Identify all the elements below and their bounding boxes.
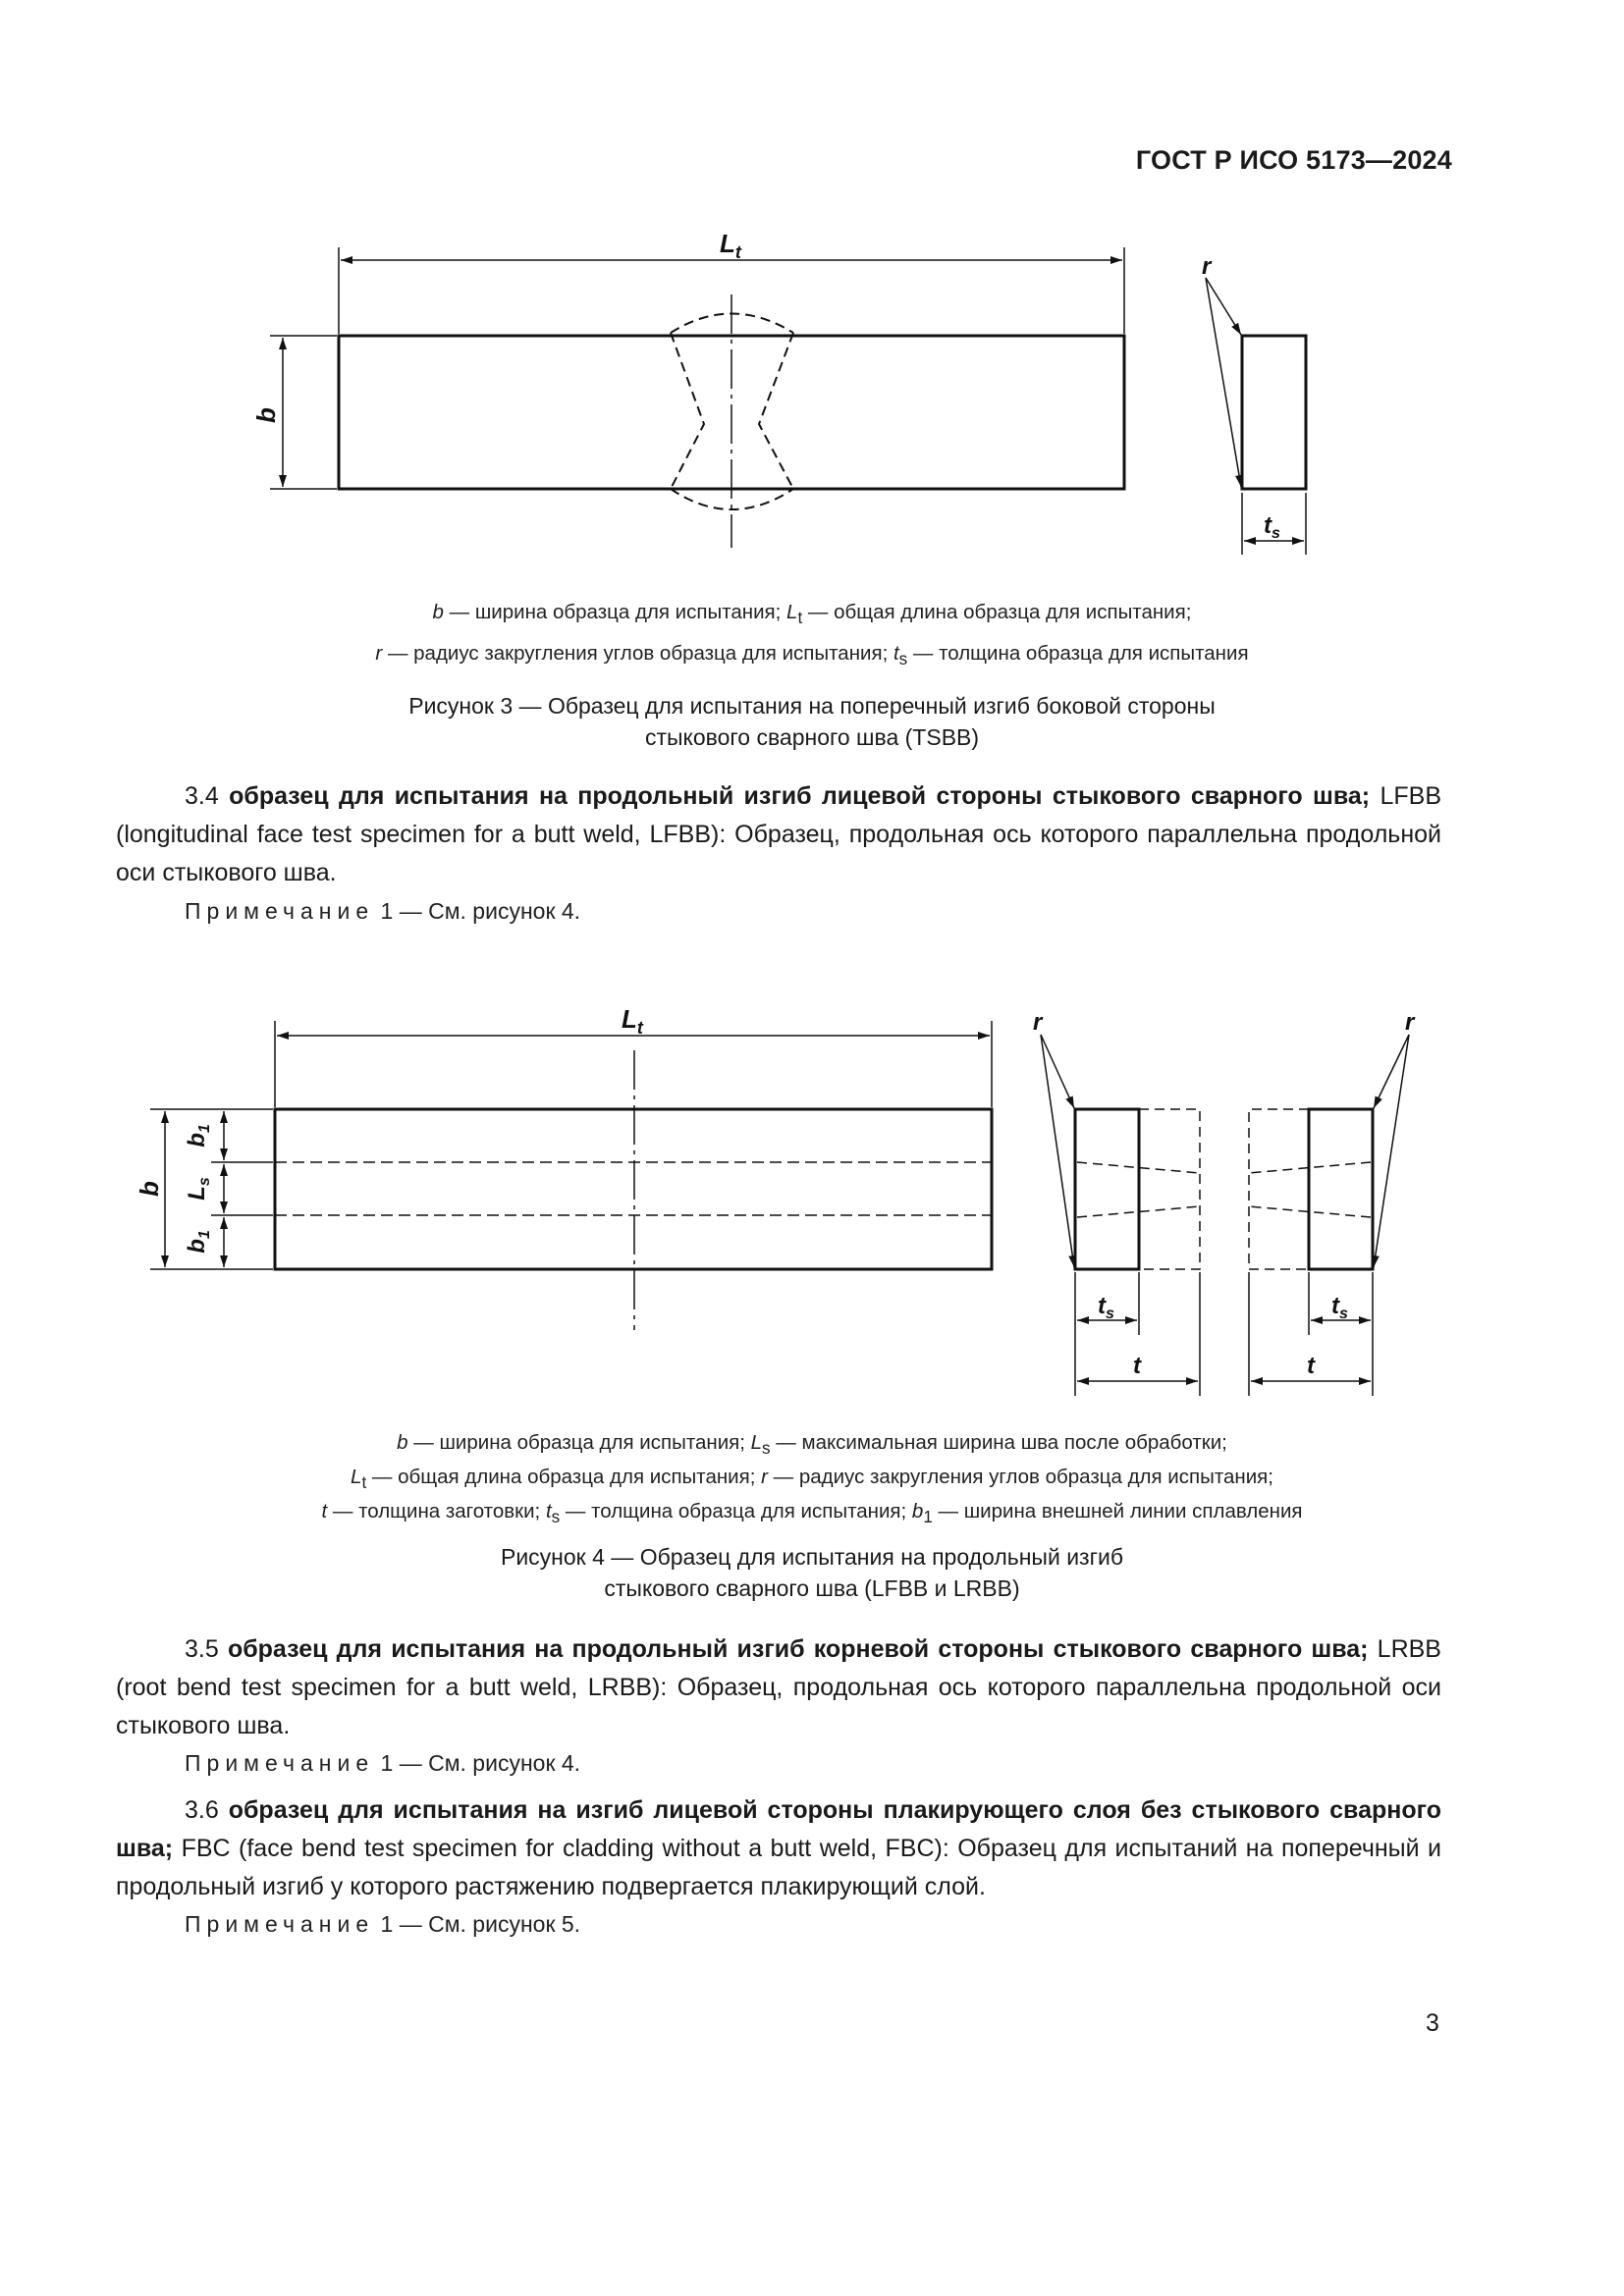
fig4-cross-section-left — [1075, 1109, 1139, 1269]
fig4-specimen-outline — [275, 1109, 992, 1269]
fig4-caption-line-1: Рисунок 4 — Образец для испытания на продольный изгиб — [500, 1544, 1124, 1570]
section-3-4-term: образец для испытания на продольный изгиб лицевой стороны стыкового сварного шва; — [229, 782, 1371, 810]
fig4-lt-label: $L_t$ — [622, 1004, 643, 1038]
section-3-4-paragraph: 3.4 образец для испытания на продольный изгиб лицевой стороны стыкового сварного шва; LFBB (longitudinal face test specimen for a butt weld, LFBB): Образец, продольная ось которого параллельна продольной оси стыкового шва. — [116, 782, 1441, 886]
fig4-legend-line-3: t — толщина заготовки; $t_s$ — толщина образца для испытания; $b_1$ — ширина внешней линии сплавления — [321, 1500, 1303, 1527]
fig3-lt-label: $L_t$ — [720, 229, 741, 262]
fig4-legend-line-2: $L_t$ — общая длина образца для испытания; r — радиус закругления углов образца для испытания; — [351, 1466, 1273, 1493]
fig4-left-ts-label: $t_s$ — [1098, 1293, 1114, 1322]
fig4-r-left-label: r — [1033, 1009, 1043, 1036]
section-3-5-paragraph: 3.5 образец для испытания на продольный изгиб корневой стороны стыкового сварного шва; LRBB (root bend test specimen for a butt weld, LRBB): Образец, продольная ось которого параллельна продольной оси стыкового шва. — [116, 1635, 1441, 1739]
fig4-ls-label: $L_s$ — [184, 1177, 213, 1201]
fig4-left-t-label: t — [1133, 1353, 1141, 1379]
fig4-b1-bottom-label: $b_1$ — [184, 1230, 213, 1254]
fig4-cross-section-right — [1309, 1109, 1373, 1269]
section-3-4-note: Примечание 1 — См. рисунок 4. — [185, 898, 581, 924]
figure-4-legend — [0, 1428, 1624, 1531]
standard-code-header: ГОСТ Р ИСО 5173—2024 — [1135, 145, 1452, 175]
fig4-b1-top-label: $b_1$ — [184, 1124, 213, 1148]
section-3-5-note: Примечание 1 — См. рисунок 4. — [185, 1750, 581, 1776]
figure-4-caption — [0, 1541, 1624, 1604]
page-number: 3 — [1426, 2009, 1439, 2037]
section-3-6-note: Примечание 1 — См. рисунок 5. — [185, 1911, 581, 1937]
fig4-right-t-label: t — [1307, 1353, 1315, 1379]
fig3-caption-line-2: стыкового сварного шва (TSBB) — [644, 724, 980, 750]
section-3-6-paragraph: 3.6 образец для испытания на изгиб лицевой стороны плакирующего слоя без стыкового сварного шва; FBC (face bend test specimen for cladding without a butt weld, FBC): Образец для испытаний на поперечный и продольный изгиб у которого растяжению подвергается плакирующий слой. — [116, 1796, 1441, 1900]
fig3-r-label: r — [1202, 253, 1212, 280]
fig4-right-ts-label: $t_s$ — [1331, 1293, 1348, 1322]
fig4-legend-line-1: b — ширина образца для испытания; $L_s$ — максимальная ширина шва после обработки; — [397, 1431, 1227, 1459]
section-3-5-term: образец для испытания на продольный изгиб корневой стороны стыкового сварного шва; — [227, 1635, 1369, 1663]
fig3-ts-label: $t_s$ — [1264, 512, 1280, 542]
fig3-legend-line-2: r — радиус закругления углов образца для испытания; $t_s$ — толщина образца для испытания — [375, 642, 1249, 669]
fig3-b-label: b — [251, 407, 281, 423]
fig4-caption-line-2: стыкового сварного шва (LFBB и LRBB) — [604, 1575, 1020, 1601]
fig4-b-label: b — [135, 1181, 164, 1197]
fig4-r-right-label: r — [1405, 1009, 1415, 1036]
section-3-6-term: образец для испытания на изгиб лицевой стороны плакирующего слоя без стыкового сварного шва; — [116, 1796, 1441, 1862]
fig3-legend-line-1: b — ширина образца для испытания; $L_t$ — общая длина образца для испытания; — [432, 601, 1192, 628]
fig3-caption-line-1: Рисунок 3 — Образец для испытания на поперечный изгиб боковой стороны — [408, 693, 1216, 719]
